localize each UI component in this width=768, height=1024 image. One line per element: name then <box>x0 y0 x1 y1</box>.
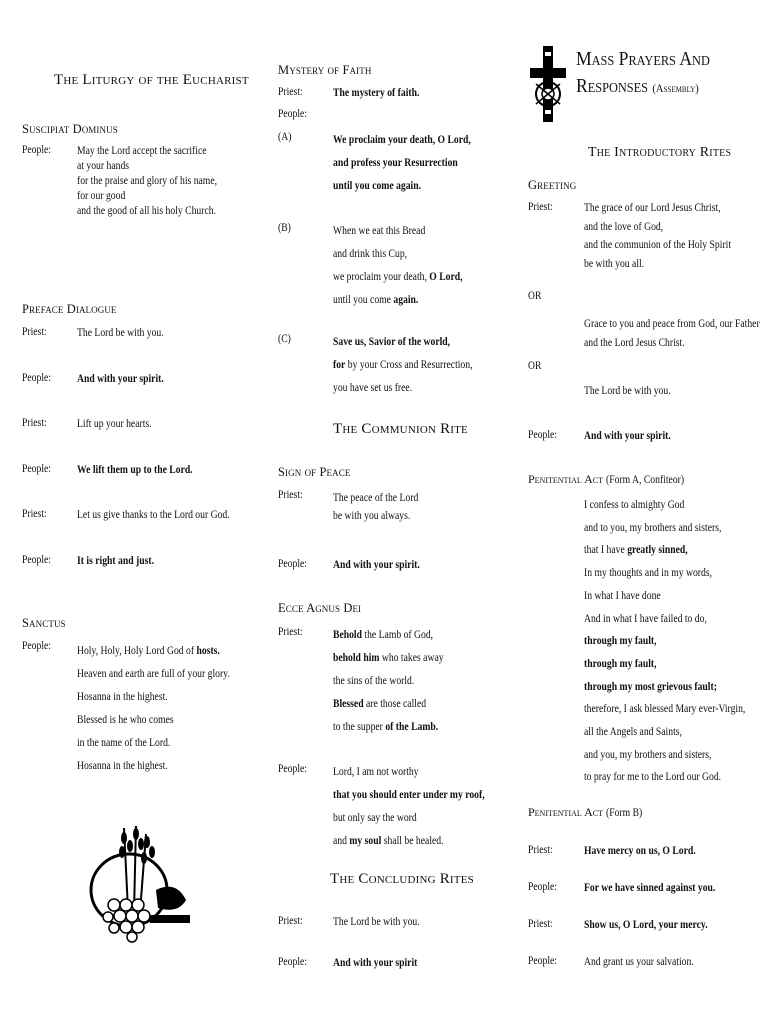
greeting-people-text: And with your spirit. <box>584 430 671 442</box>
dialogue-text: It is right and just. <box>77 555 155 567</box>
text-line: be with you always. <box>333 510 411 522</box>
role-label: Priest: <box>278 489 303 501</box>
agnus-priest-text <box>333 624 444 739</box>
text-line: I confess to almighty God <box>584 499 685 511</box>
role-label: People: <box>22 462 51 475</box>
role-label: People: <box>528 881 557 893</box>
section-title-communion-rite: The Communion Rite <box>333 421 468 437</box>
option-label: (B) <box>278 222 291 234</box>
text-line: and the communion of the Holy Spirit <box>584 239 732 251</box>
text-line: for by your Cross and Resurrection, <box>333 359 473 371</box>
text-line: Blessed are those called <box>333 698 427 710</box>
text-line: and to you, my brothers and sisters, <box>584 521 722 534</box>
agnus-people-text <box>333 761 485 853</box>
role-label: Priest: <box>278 915 303 927</box>
main-title-line: Mass Prayers And <box>576 48 710 70</box>
heading-mystery-of-faith: Mystery of Faith <box>278 63 372 77</box>
text-line: Hosanna in the highest. <box>77 691 168 703</box>
peace-priest-text <box>333 489 418 525</box>
text-line: Behold the Lamb of God, <box>333 629 434 641</box>
dialogue-text: For we have sinned against you. <box>584 882 716 894</box>
text-line: and drink this Cup, <box>333 248 408 260</box>
concluding-priest-text: The Lord be with you. <box>333 916 420 928</box>
text-line: until you come again. <box>333 294 419 306</box>
role-label: Priest: <box>278 626 303 638</box>
text-line: at your hands <box>77 160 130 172</box>
heading-ecce-agnus-dei: Ecce Agnus Dei <box>278 601 362 615</box>
main-title-line: Responses (Assembly) <box>576 75 699 97</box>
or-label: OR <box>528 360 542 372</box>
text-line: that you should enter under my roof, <box>333 789 485 801</box>
text-line: Blessed is he who comes <box>77 714 174 726</box>
cross-illustration <box>528 44 568 124</box>
text-line: Lord, I am not worthy <box>333 766 419 778</box>
heading-suscipiat: Suscipiat Dominus <box>22 122 118 136</box>
role-label: People: <box>278 108 307 120</box>
text-line: The grace of our Lord Jesus Christ, <box>584 202 721 214</box>
text-line: for the praise and glory of his name, <box>77 175 218 187</box>
text-line: May the Lord accept the sacrifice <box>77 145 207 157</box>
text-line: and my soul shall be healed. <box>333 835 444 847</box>
heading-sign-of-peace: Sign of Peace <box>278 465 351 479</box>
peace-people-text: And with your spirit. <box>333 559 420 571</box>
role-label: People: <box>528 429 557 441</box>
heading-greeting: Greeting <box>528 178 577 192</box>
text-line: be with you all. <box>584 257 645 270</box>
role-label: People: <box>22 554 51 566</box>
text-line: and profess your Resurrection <box>333 157 458 169</box>
confiteor-text <box>584 494 745 789</box>
text-line: all the Angels and Saints, <box>584 726 682 739</box>
option-label: (A) <box>278 131 292 143</box>
role-label: People: <box>22 371 51 384</box>
text-line: and you, my brothers and sisters, <box>584 748 712 761</box>
suscipiat-text <box>77 144 217 219</box>
section-title-liturgy-eucharist: The Liturgy of the Eucharist <box>54 72 249 88</box>
text-line: therefore, I ask blessed Mary ever-Virgin, <box>584 703 746 716</box>
text-line: to the supper of the Lamb. <box>333 721 439 733</box>
role-label: Priest: <box>528 201 553 213</box>
heading-penitential-act-a: Penitential Act (Form A, Confiteor) <box>528 472 685 486</box>
text-line: In what I have done <box>584 589 661 602</box>
dialogue-text: The Lord be with you. <box>77 327 164 339</box>
text-line: Hosanna in the highest. <box>77 760 168 772</box>
text-line: and the love of God, <box>584 220 664 233</box>
greeting-alt2-text: The Lord be with you. <box>584 385 671 397</box>
role-label: Priest: <box>528 918 553 930</box>
text-line: you have set us free. <box>333 382 413 394</box>
role-label: People: <box>278 956 307 968</box>
role-label: Priest: <box>22 326 47 338</box>
role-label: People: <box>528 955 557 967</box>
concluding-people-text: And with your spirit <box>333 957 418 969</box>
role-label: People: <box>278 763 307 775</box>
text-line: we proclaim your death, O Lord, <box>333 271 463 283</box>
dialogue-text: And with your spirit. <box>77 372 164 385</box>
text-line: In my thoughts and in my words, <box>584 567 712 580</box>
text-line: And in what I have failed to do, <box>584 612 707 625</box>
text-line: We proclaim your death, O Lord, <box>333 134 471 146</box>
option-c-text <box>333 331 473 400</box>
section-title-concluding-rites: The Concluding Rites <box>330 871 474 887</box>
role-label: Priest: <box>22 417 47 430</box>
dialogue-text: Have mercy on us, O Lord. <box>584 845 696 857</box>
option-b-text <box>333 220 463 312</box>
text-line: and the Lord Jesus Christ. <box>584 336 685 349</box>
text-line: to pray for me to the Lord our God. <box>584 771 722 784</box>
sanctus-text <box>77 640 230 778</box>
or-label: OR <box>528 290 542 302</box>
text-line: through my fault, <box>584 635 657 648</box>
option-a-text <box>333 129 471 198</box>
role-label: Priest: <box>278 86 303 98</box>
text-line: behold him who takes away <box>333 652 444 664</box>
mystery-priest-text: The mystery of faith. <box>333 87 420 99</box>
text-line: When we eat this Bread <box>333 225 426 237</box>
text-line: that I have greatly sinned, <box>584 544 688 557</box>
dialogue-text: We lift them up to the Lord. <box>77 463 193 476</box>
option-label: (C) <box>278 333 291 345</box>
heading-sanctus: Sanctus <box>22 616 66 630</box>
text-line: but only say the word <box>333 812 417 824</box>
role-label: People: <box>22 144 51 156</box>
text-line: the sins of the world. <box>333 675 415 687</box>
text-line: The peace of the Lord <box>333 492 419 504</box>
heading-penitential-act-b: Penitential Act (Form B) <box>528 805 643 819</box>
text-line: Save us, Savior of the world, <box>333 336 451 348</box>
page-main-title <box>576 46 710 102</box>
dialogue-text: Lift up your hearts. <box>77 418 152 431</box>
text-line: through my fault, <box>584 657 657 670</box>
dialogue-text: Let us give thanks to the Lord our God. <box>77 509 230 522</box>
text-line: until you come again. <box>333 180 422 192</box>
role-label: Priest: <box>22 508 47 521</box>
section-title-introductory-rites: The Introductory Rites <box>588 145 732 160</box>
greeting-alt-text <box>584 315 760 352</box>
text-line: Grace to you and peace from God, our Father <box>584 318 760 330</box>
greeting-priest-text <box>584 199 731 273</box>
text-line: Holy, Holy, Holy Lord God of hosts. <box>77 645 220 657</box>
text-line: in the name of the Lord. <box>77 737 171 749</box>
text-line: through my most grievous fault; <box>584 680 717 693</box>
role-label: People: <box>22 640 51 652</box>
dialogue-text: Show us, O Lord, your mercy. <box>584 919 708 931</box>
text-line: for our good <box>77 190 126 202</box>
heading-preface-dialogue: Preface Dialogue <box>22 302 117 316</box>
role-label: People: <box>278 558 307 570</box>
text-line: Heaven and earth are full of your glory. <box>77 668 230 680</box>
dialogue-text: And grant us your salvation. <box>584 956 694 968</box>
role-label: Priest: <box>528 844 553 856</box>
text-line: and the good of all his holy Church. <box>77 205 216 217</box>
chalice-wheat-illustration <box>84 820 194 945</box>
